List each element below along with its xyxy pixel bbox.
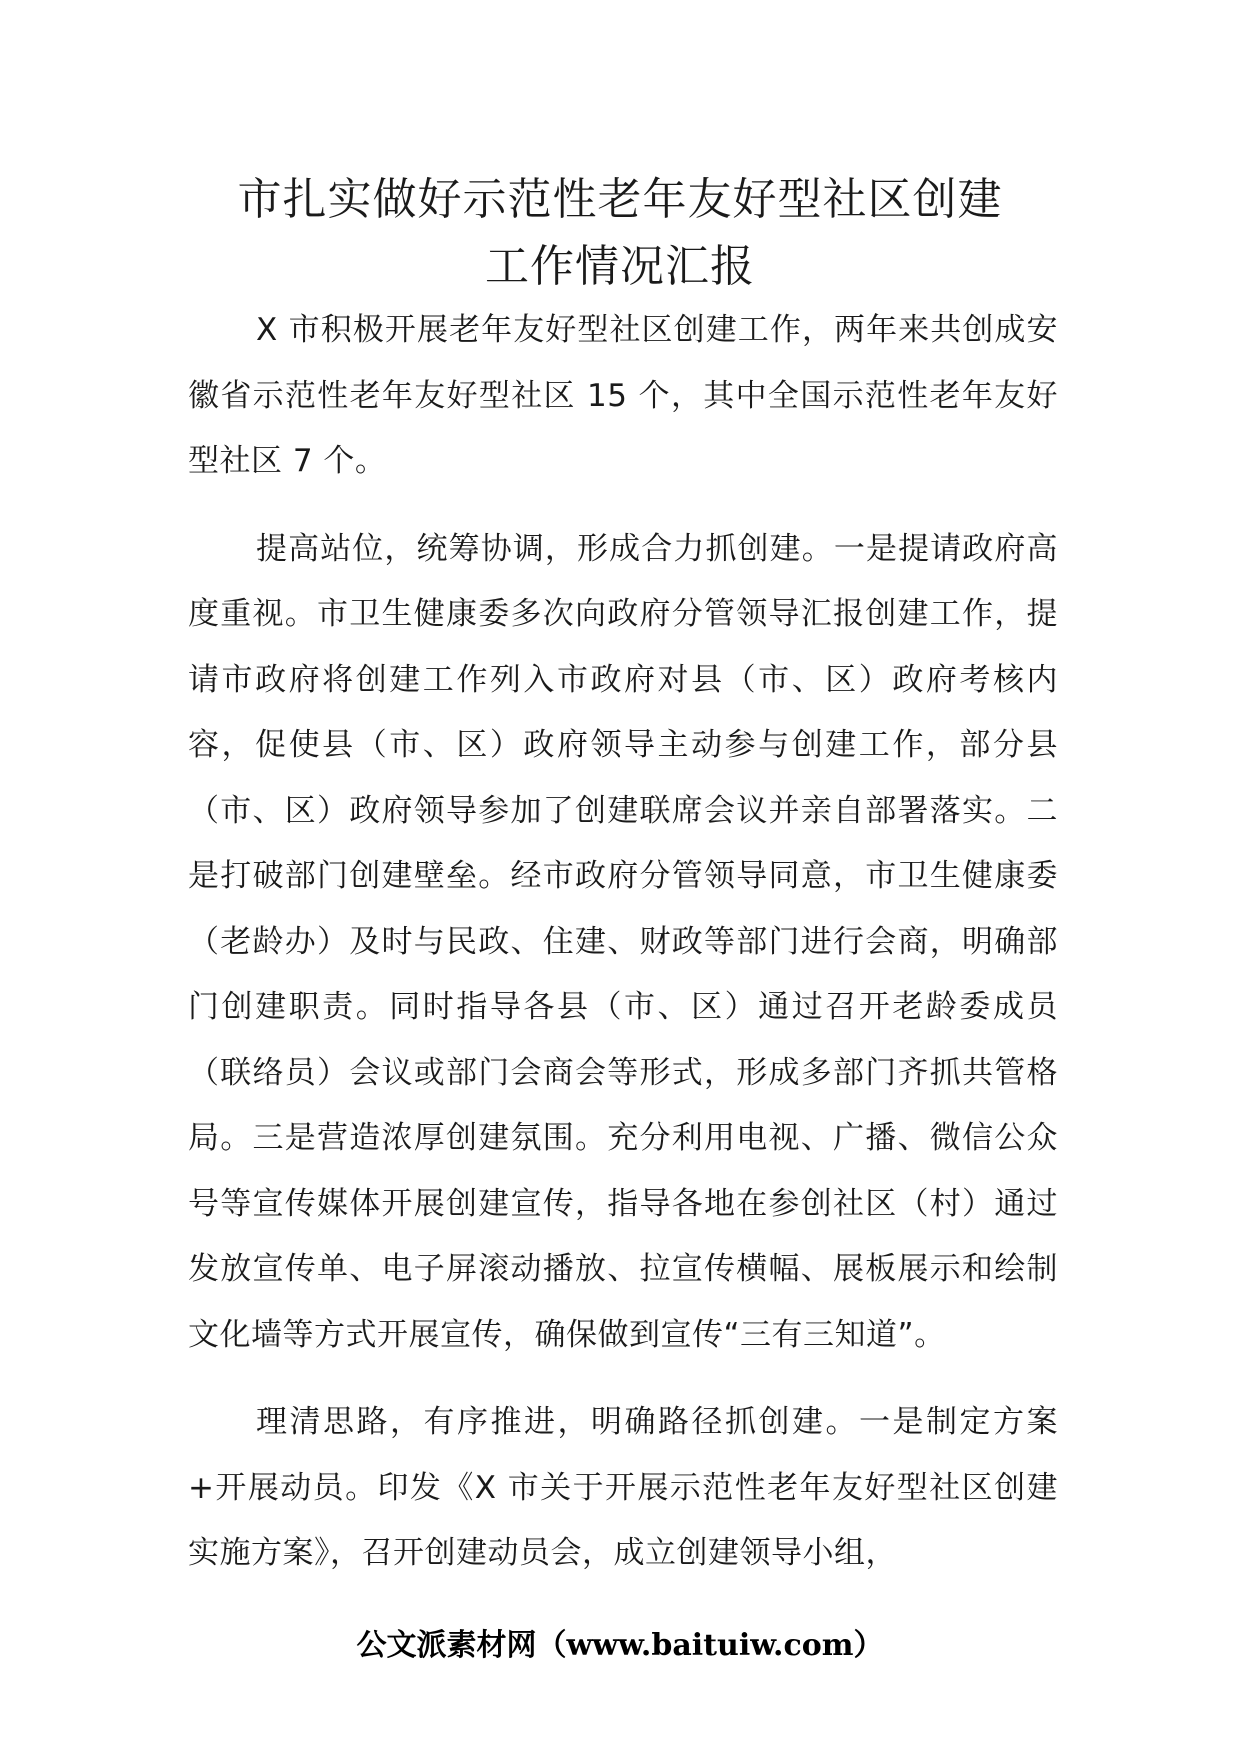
document-title-line-2: 工作情况汇报 [485, 241, 755, 292]
watermark-footer: 公文派素材网（www.baituiw.com） [356, 1628, 884, 1663]
document-title-line-1: 市扎实做好示范性老年友好型社区创建 [237, 174, 1003, 225]
paragraph-planning: 理清思路，有序推进，明确路径抓创建。一是制定方案+开展动员。印发《X 市关于开展示范性老年友好型社区创建实施方案》，召开创建动员会，成立创建领导小组， [188, 1404, 1058, 1571]
paragraph-coordination: 提高站位，统筹协调，形成合力抓创建。一是提请政府高度重视。市卫生健康委多次向政府分管领导汇报创建工作，提请市政府将创建工作列入市政府对县（市、区）政府考核内容，促使县（市、区）政府领导主动参与创建工作，部分县（市、区）政府领导参加了创建联席会议并亲自部署落实。二是打破部门创建壁垒。经市政府分管领导同意，市卫生健康委（老龄办）及时与民政、住建、财政等部门进行会商，明确部门创建职责。同时指导各县（市、区）通过召开老龄委成员（联络员）会议或部门会商会等形式，形成多部门齐抓共管格局。三是营造浓厚创建氛围。充分利用电视、广播、微信公众号等宣传媒体开展创建宣传，指导各地在参创社区（村）通过发放宣传单、电子屏滚动播放、拉宣传横幅、展板展示和绘制文化墙等方式开展宣传，确保做到宣传“三有三知道”。 [188, 530, 1058, 1353]
document-body [188, 298, 1058, 1609]
paragraph-intro: X 市积极开展老年友好型社区创建工作，两年来共创成安徽省示范性老年友好型社区 15 个，其中全国示范性老年友好型社区 7 个。 [188, 312, 1058, 479]
